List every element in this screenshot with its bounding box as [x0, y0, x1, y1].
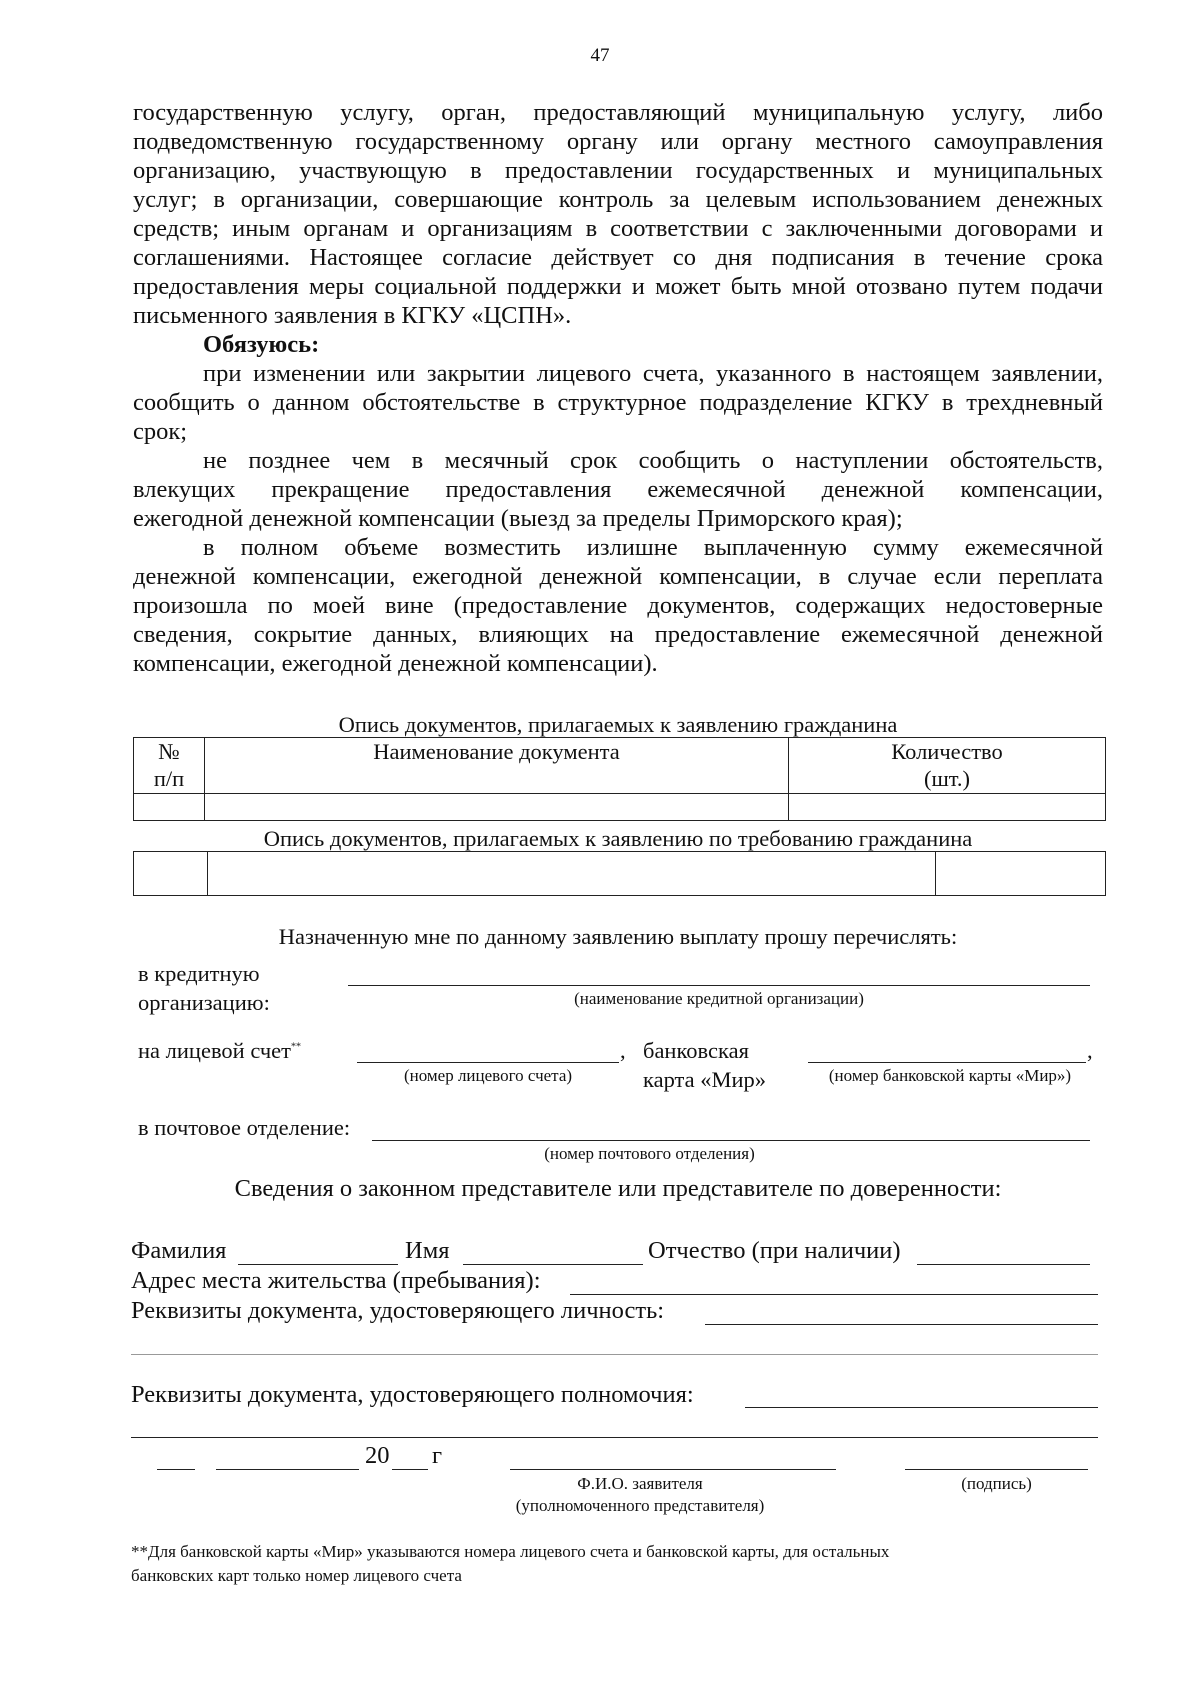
representative-heading: Сведения о законном представителе или представителе по доверенности: [234, 1175, 1002, 1202]
authority-document-field-continued[interactable] [131, 1437, 1098, 1438]
post-office-hint: (номер почтового отделения) [544, 1144, 755, 1163]
post-office-field[interactable] [372, 1140, 1090, 1141]
table-header-name: Наименование документа [205, 738, 789, 794]
footnote-line: **Для банковской карты «Мир» указываются номера лицевого счета и банковской карты, для остальных [131, 1542, 890, 1561]
account-label: на лицевой счет** [138, 1038, 302, 1063]
payment-heading: Назначенную мне по данному заявлению выплату прошу перечислять: [278, 924, 958, 949]
comma: , [1087, 1038, 1093, 1063]
authority-document-field[interactable] [745, 1407, 1098, 1408]
fio-field[interactable] [510, 1469, 836, 1470]
text-line: произошла по моей вине (предоставление документов, содержащих недостоверные [133, 592, 1103, 619]
table-cell[interactable] [205, 794, 789, 821]
year-prefix: 20 [365, 1442, 390, 1469]
credit-org-field[interactable] [348, 985, 1090, 986]
table-cell[interactable] [789, 794, 1106, 821]
comma: , [620, 1038, 626, 1063]
text-line: при изменении или закрытии лицевого счета, указанного в настоящем заявлении, [203, 360, 1103, 387]
year-suffix: г [432, 1442, 443, 1469]
text-line: услуг; в организации, совершающие контроль за целевым использованием денежных [133, 186, 1103, 213]
surname-label: Фамилия [131, 1237, 227, 1264]
id-document-label: Реквизиты документа, удостоверяющего личность: [131, 1297, 665, 1324]
table-cell[interactable] [134, 852, 208, 896]
page-number: 47 [590, 45, 610, 66]
card-label-1: банковская [643, 1038, 749, 1063]
fio-hint-continued: (уполномоченного представителя) [515, 1496, 765, 1515]
address-field[interactable] [570, 1294, 1098, 1295]
text-line: сведения, сокрытие данных, влияющих на предоставление ежемесячной денежной [133, 621, 1103, 648]
table-header-qty: Количество (шт.) [789, 738, 1106, 794]
post-office-label: в почтовое отделение: [138, 1115, 351, 1140]
text-line: организацию, участвующую в предоставлении государственных и муниципальных [133, 157, 1103, 184]
address-label: Адрес места жительства (пребывания): [131, 1267, 541, 1294]
footnote-line: банковских карт только номер лицевого счета [131, 1566, 462, 1585]
text-line: ежегодной денежной компенсации (выезд за пределы Приморского края); [133, 505, 903, 532]
table-header-num: № п/п [134, 738, 205, 794]
card-hint: (номер банковской карты «Мир») [828, 1066, 1072, 1085]
day-field[interactable] [157, 1469, 195, 1470]
account-number-field[interactable] [357, 1062, 619, 1063]
credit-org-label-1: в кредитную [138, 961, 260, 986]
text-line: государственную услугу, орган, предоставляющий муниципальную услугу, либо [133, 99, 1103, 126]
credit-org-hint: (наименование кредитной организации) [574, 989, 864, 1008]
consent-paragraph [133, 98, 1103, 678]
text-line: сообщить о данном обстоятельстве в структурное подразделение КГКУ в трехдневный [133, 389, 1103, 416]
text-line: средств; иным органам и организациям в соответствии с заключенными договорами и [133, 215, 1103, 242]
text-line: соглашениями. Настоящее согласие действует со дня подписания в течение срока [133, 244, 1103, 271]
signature-hint: (подпись) [961, 1474, 1032, 1493]
table-cell[interactable] [936, 852, 1106, 896]
table-cell[interactable] [134, 794, 205, 821]
name-label: Имя [405, 1237, 450, 1264]
text-line: не позднее чем в месячный срок сообщить о наступлении обстоятельств, [203, 447, 1103, 474]
credit-org-label-2: организацию: [138, 990, 270, 1015]
authority-document-label: Реквизиты документа, удостоверяющего полномочия: [131, 1381, 694, 1408]
id-document-field-continued[interactable] [131, 1354, 1098, 1355]
account-hint: (номер лицевого счета) [403, 1066, 573, 1085]
text-line: компенсации, ежегодной денежной компенсации). [133, 650, 658, 677]
footnote [131, 1540, 1111, 1588]
patronymic-label: Отчество (при наличии) [648, 1237, 901, 1264]
id-document-field[interactable] [705, 1324, 1098, 1325]
text-line: в полном объеме возместить излишне выплаченную сумму ежемесячной [203, 534, 1103, 561]
text-line: влекущих прекращение предоставления ежемесячной денежной компенсации, [133, 476, 1103, 503]
text-line: денежной компенсации, ежегодной денежной компенсации, в случае если переплата [133, 563, 1103, 590]
text-line: срок; [133, 418, 188, 445]
year-field[interactable] [392, 1469, 428, 1470]
obligation-heading: Обязуюсь: [203, 331, 320, 358]
card-label-2: карта «Мир» [643, 1067, 767, 1092]
surname-field[interactable] [238, 1264, 398, 1265]
month-field[interactable] [216, 1469, 359, 1470]
table-cell[interactable] [208, 852, 936, 896]
requested-documents-table [133, 851, 1106, 896]
patronymic-field[interactable] [917, 1264, 1090, 1265]
name-field[interactable] [463, 1264, 643, 1265]
table1-caption: Опись документов, прилагаемых к заявлению гражданина [338, 712, 898, 737]
fio-hint: Ф.И.О. заявителя [577, 1474, 703, 1493]
signature-field[interactable] [905, 1469, 1088, 1470]
documents-table [133, 737, 1106, 821]
text-line: письменного заявления в КГКУ «ЦСПН». [133, 302, 572, 329]
card-number-field[interactable] [808, 1062, 1086, 1063]
table2-caption: Опись документов, прилагаемых к заявлению по требованию гражданина [263, 826, 973, 851]
text-line: подведомственную государственному органу или органу местного самоуправления [133, 128, 1103, 155]
text-line: предоставления меры социальной поддержки и может быть мной отозвано путем подачи [133, 273, 1103, 300]
